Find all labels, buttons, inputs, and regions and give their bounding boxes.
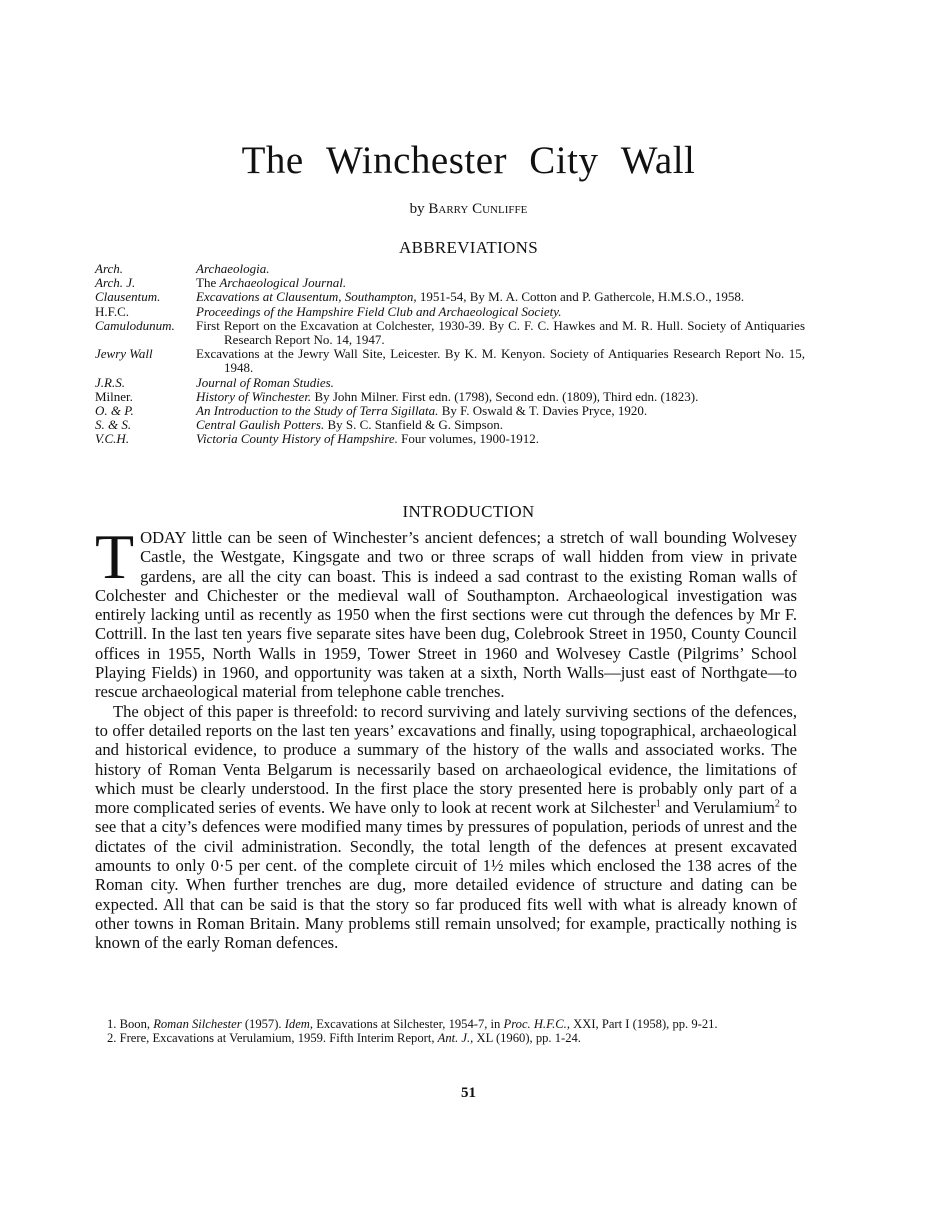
abbreviation-entry [95, 347, 805, 375]
abbreviation-value: An Introduction to the Study of Terra Sigillata. By F. Oswald & T. Davies Pryce, 1920. [196, 403, 648, 419]
abbreviations-list [95, 262, 805, 447]
abbreviation-value: The Archaeological Journal. [196, 275, 347, 291]
paragraph [95, 521, 797, 702]
abbreviation-key: V.C.H. [95, 431, 130, 447]
drop-cap: T [95, 521, 135, 592]
abbreviation-entry [95, 290, 805, 304]
abbreviation-key: Milner. [95, 388, 133, 404]
abbreviation-value: Central Gaulish Potters. By S. C. Stanfield & G. Simpson. [196, 417, 503, 433]
title-word: Winchester [326, 139, 508, 182]
paragraph-text: ODAY little can be seen of Winchester’s ancient defences; a stretch of wall bounding Wolvesey Castle, the Westgate, Kingsgate and two or three scraps of wall hidden from view in private gardens, are all the city can boast. This is indeed a sad contrast to the existing Roman walls of Colchester and Chichester or the medieval wall of Southampton. Archaeological investigation was entirely lacking until as recently as 1950 when the first sections were cut through the defences by Mr F. Cottrill. In the last ten years five separate sites have been dug, Colebrook Street in 1950, County Council offices in 1955, North Walls in 1959, Tower Street in 1960 and Wolvesey Castle (Pilgrims’ School Playing Fields) in 1960, and opportunity was taken at a sixth, North Walls—just east of Northgate—to rescue archaeological material from telephone cable trenches. [95, 528, 797, 702]
abbreviation-entry [95, 404, 805, 418]
footnote-ref: 1 [655, 798, 661, 810]
footnote: 1. Boon, Roman Silchester (1957). Idem, Excavations at Silchester, 1954-7, in Proc. H.F.C., XXI, Part I (1958), pp. 9-21. [107, 1017, 718, 1031]
article-title [0, 138, 937, 183]
title-word: The [241, 139, 304, 182]
abbreviation-value: Excavations at Clausentum, Southampton, 1951-54, By M. A. Cotton and P. Gathercole, H.M.S.O., 1958. [196, 289, 745, 305]
author-name: Barry Cunliffe [428, 201, 528, 217]
abbreviation-key: H.F.C. [95, 303, 129, 319]
abbreviation-value: Journal of Roman Studies. [196, 374, 334, 390]
abbreviation-entry [95, 432, 805, 446]
abbreviation-value: Excavations at the Jewry Wall Site, Leicester. By K. M. Kenyon. Society of Antiquaries Research Report No. 15, 1948. [196, 346, 805, 376]
abbreviation-entry [95, 319, 805, 347]
paragraph: The object of this paper is threefold: to record surviving and lately surviving sections of the defences, to offer detailed reports on the last ten years’ excavations and finally, using topographical, archaeological and historical evidence, to produce a summary of the history of the walls and associated works. The history of Roman Venta Belgarum is necessarily based on archaeological evidence, the limitations of which must be clearly understood. In the first place the story presented here is probably only part of a more complicated series of events. We have only to look at recent work at Silchester$^1$ and Verulamium$^2$ to see that a city’s defences were modified many times by pressures of population, periods of unrest and the dictates of the civil administration. Secondly, the total length of the defences at present excavated amounts to only 0·5 per cent. of the complete circuit of 1½ miles which enclosed the 138 acres of the Roman city. When further trenches are dug, more detailed evidence of structure and dating can be expected. All that can be said is that the story so far produced fits well with what is already known of other towns in Roman Britain. Many problems still remain unsolved; for example, practically nothing is known of the early Roman defences. [95, 701, 797, 953]
abbreviation-entry [95, 305, 805, 319]
abbreviation-key: Arch. J. [95, 275, 136, 291]
abbreviation-key: S. & S. [95, 417, 132, 433]
page-number: 51 [461, 1085, 476, 1101]
title-word: City [529, 139, 599, 182]
abbreviation-value: Archaeologia. [196, 261, 270, 276]
abbreviation-value: Victoria County History of Hampshire. Four volumes, 1900-1912. [196, 431, 540, 447]
introduction-body [95, 521, 797, 953]
title-word: Wall [620, 139, 696, 182]
abbreviation-value: History of Winchester. By John Milner. First edn. (1798), Second edn. (1809), Third edn. (1823). [196, 388, 699, 404]
abbreviation-value: Proceedings of the Hampshire Field Club and Archaeological Society. [196, 303, 562, 319]
abbreviation-key: J.R.S. [95, 374, 125, 390]
abbreviation-key: Jewry Wall [95, 346, 153, 362]
abbreviation-entry [95, 418, 805, 432]
introduction-heading: INTRODUCTION [402, 502, 535, 521]
footnotes [95, 1017, 797, 1045]
footnote-ref: 2 [774, 798, 780, 810]
abbreviation-value: First Report on the Excavation at Colchester, 1930-39. By C. F. C. Hawkes and M. R. Hull. Society of Antiquaries Research Report No. 14, 1947. [196, 317, 805, 348]
abbreviation-entry [95, 376, 805, 390]
abbreviation-entry [95, 262, 805, 276]
abbreviations-heading: ABBREVIATIONS [399, 238, 538, 257]
abbreviation-key: O. & P. [95, 403, 134, 419]
abbreviation-entry [95, 390, 805, 404]
abbreviation-key: Arch. [95, 261, 124, 276]
footnote: 2. Frere, Excavations at Verulamium, 1959. Fifth Interim Report, Ant. J., XL (1960), pp. 1-24. [107, 1031, 581, 1045]
byline [0, 201, 937, 218]
byline-prefix: by [409, 201, 425, 217]
abbreviation-key: Clausentum. [95, 289, 161, 305]
abbreviation-entry [95, 276, 805, 290]
abbreviation-key: Camulodunum. [95, 317, 175, 333]
